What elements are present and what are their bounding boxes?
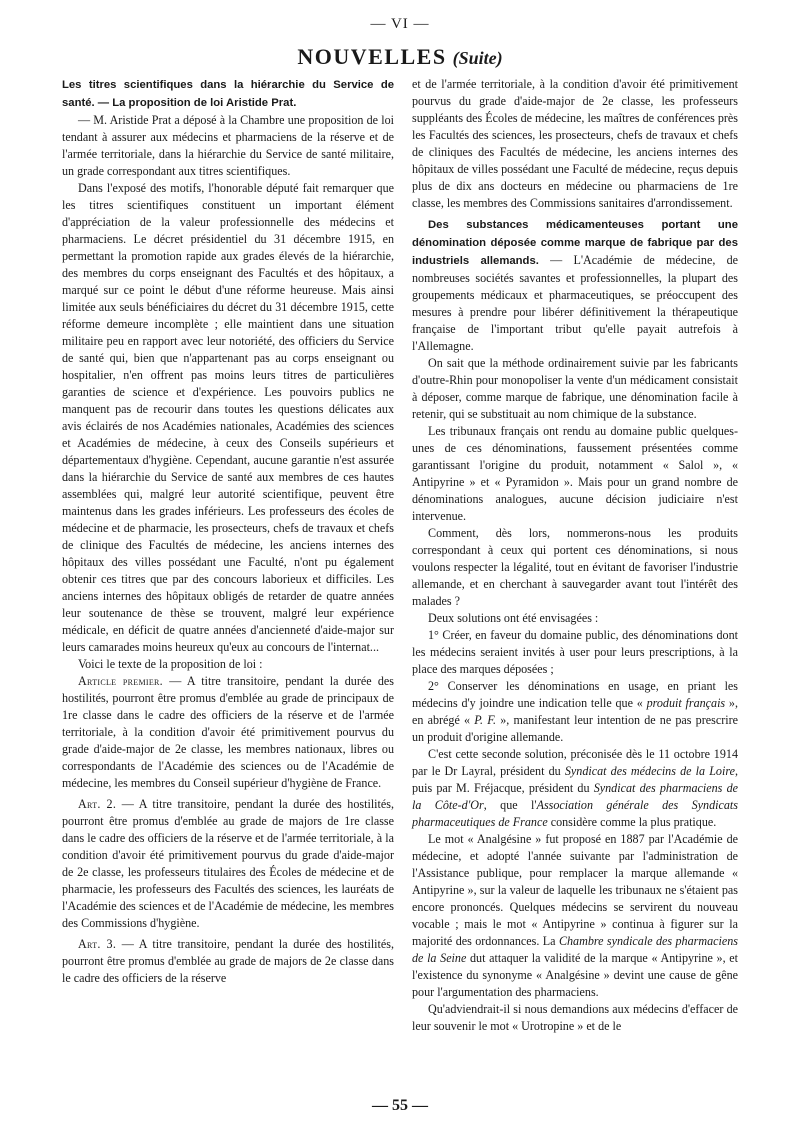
left-column [62,76,394,987]
italic-run: Chambre syndicale des pharmaciens de la Seine [412,934,738,965]
section-title-suite: (Suite) [452,48,503,68]
heading-text: Des substances médicamenteuses portant une dénomination déposée comme marque de fabrique par des industriels allemands. [412,219,738,267]
paragraph: Les tribunaux français ont rendu au domaine public quelques-unes de ces dénominations, faussement présentées comme garantissant l'origine du produit, notamment « Salol », « Antipyrine » et « Pyramidon ». Mais pour un grand nombre de dénominations analogues, aucune décision judiciaire n'est intervenue. [412,424,738,523]
text-run: », manifestant leur intention de ne pas prescrire un produit d'origine allemande. [412,713,738,744]
paragraph: — M. Aristide Prat a déposé à la Chambre une proposition de loi tendant à assurer aux médecins et pharmaciens de la réserve et de l'armée territoriale, dans la hiérarchie du Service de santé militaire, un grade correspondant aux titres scientifiques. [62,113,394,178]
text-run: considère comme la plus pratique. [547,815,717,829]
section-title-text: NOUVELLES [297,44,447,69]
italic-run: P. F. [474,713,497,727]
paragraph: Deux solutions ont été envisagées : [428,611,599,625]
paragraph: Dans l'exposé des motifs, l'honorable député fait remarquer que les titres scientifiques constituent un important élément d'appréciation de la valeur professionnelle des médecins et pharmaciens. Le décret présidentiel du 31 décembre 1915, en permettant la promotion rapide aux grades élevés de la hiérarchie, des membres du corps enseignant des Facultés et des hôpitaux, a marqué sur ce point le début d'une réforme heureuse. Mais ainsi limitée aux seuls bénéficiaires du décret du 31 décembre 1915, cette réforme demeure incomplète ; elle maintient dans une situation militaire peu en rapport avec leur notoriété, des officiers du Service de santé qui, bien que n'appartenant pas au corps enseignant ou hospitalier, n'en offrent pas moins leurs titres de particulières garanties de science et d'expérience. Les pouvoirs publics ne manquent pas de recourir dans toutes les questions délicates aux avis éclairés de nos Académies nationales, Académies des sciences et Académies de médecine, à ceux des Conseils supérieurs et départementaux d'hygiène. Cependant, aucune garantie n'est assurée dans la hiérarchie du Service de santé aux membres de ces hautes assemblées qui, malgré leur autorité scientifique, peuvent être maintenus dans les grades inférieurs. Les professeurs des écoles de médecine et de pharmacie, les prosecteurs, chefs de travaux et chefs de clinique des Facultés de médecine, les anciens internes des hôpitaux des villes possédant une Faculté, n'ont pu également obtenir ces titres que par des concours laborieux et difficiles. Les anciens internes des hôpitaux obligés de retarder de quatre années leur soutenance de thèse se trouvent, malgré leur expérience médicale, en déficit de quatre années d'ancienneté d'aide-major sur leurs camarades moins heureux qu'eux au concours de l'internat... [62,181,394,654]
text-run: Le mot « Analgésine » fut proposé en 1887 par l'Académie de médecine, et adopté l'année suivante par l'administration de l'Assistance publique, pour remplacer la marque allemande « Antipyrine », sur la valeur de laquelle les tribunaux ne s'étaient pas encore prononcés. Quelques médecins se servirent du nouveau vocable ; mais le mot « Antipyrine » continua à figurer sur la majorité des ordonnances. La [412,832,738,948]
article-3 [62,936,394,987]
italic-run: produit français [646,696,726,710]
paragraph: 1° Créer, en faveur du domaine public, des dénominations dont les médecins seraient invités à user pour leurs prescriptions, à la place des marques déposées ; [412,628,738,676]
italic-run: Syndicat des pharmaciens de la Côte-d'Or [412,781,738,812]
text-run: dut attaquer la validité de la marque « Antipyrine », et l'existence du synonyme « Analgésine » devint une cause de gêne pour l'argumentation des pharmaciens. [412,951,738,999]
article-heading-titres [62,76,394,112]
paragraph-continued: et de l'armée territoriale, à la condition d'avoir été primitivement pourvus du grade d'aide-major de 2e classe, les professeurs suppléants des Écoles de médecine, les maîtres de conférences près les Facultés des sciences, les prosecteurs, chefs de travaux et chefs de cliniques des Facultés de médecine, les anciens internes des hôpitaux de villes possédant une Faculté de médecine, reçus depuis plus de dix ans docteurs en médecine ou pharmaciens de 1re classe, les membres des Commissions sanitaires d'arrondissement. [412,77,738,210]
article-heading-substances [412,216,738,355]
heading-followup: — L'Académie de médecine, de nombreuses sociétés savantes et professionnelles, la plupart des groupements médicaux et pharmaceutiques, se préoccupent des mesures à prendre pour libérer définitivement la thérapeutique française de l'important tribut qu'elle payait autrefois à l'Allemagne. [412,253,739,353]
paragraph [412,831,738,1001]
article-text: — A titre transitoire, pendant la durée des hostilités, pourront être promus d'emblée au grade de majors de 1re classe dans le cadre des officiers de la réserve et de l'armée territoriale, à la condition d'avoir été primitivement pourvus du grade d'aide-major de 2e classe, les professeurs titulaires des Écoles de médecine et de pharmacie, les professeurs des Facultés des sciences, les lauréats de l'Académie des sciences et de l'Académie de médecine, les membres des Commissions d'hygiène. [62,797,394,930]
paragraph [412,746,738,831]
article-label: Art. 3. [78,937,117,951]
italic-run: Syndicat des médecins de la Loire [564,764,735,778]
text-run: , puis par M. Fréjacque, président du [412,764,738,795]
text-run: , que l' [483,798,537,812]
text-run: C'est cette seconde solution, préconisée dès le 11 octobre 1914 par le Dr Layral, président du [412,747,738,778]
right-column [412,76,738,1035]
article-1 [62,673,394,792]
text-run: », en abrégé « [412,696,739,727]
article-label: Article premier. [78,674,163,688]
paragraph: Comment, dès lors, nommerons-nous les produits correspondant à ceux qui portent ces dénominations, si nous voulons respecter la légalité, tout en évitant de favoriser l'industrie allemande, et en cherchant à sauvegarder avant tout l'intérêt des malades ? [412,526,738,608]
article-2 [62,796,394,932]
paragraph [412,678,738,746]
article-label: Art. 2. [78,797,117,811]
paragraph: On sait que la méthode ordinairement suivie par les fabricants d'outre-Rhin pour monopoliser la vente d'un médicament consistait à déposer, comme marque de fabrique, une dénomination facile à retenir, qui se substituait au nom chimique de la substance. [412,356,738,421]
article-text: — A titre transitoire, pendant la durée des hostilités, pourront être promus d'emblée au grade de principaux de 1re classe dans le cadre des officiers de la réserve et de l'armée territoriale, à la condition d'avoir été primitivement pourvus du grade d'aide-major de 2e classe, les membres nationaux, libres ou correspondants de l'Académie des sciences ou de l'Académie de médecine, les membres du Conseil supérieur d'hygiène de France. [62,674,394,790]
roman-page-number: — VI — [370,16,430,32]
page-number: — 55 — [372,1097,428,1114]
text-run: 2° Conserver les dénominations en usage, en priant les médecins d'y joindre une indication telle que « [412,679,738,710]
paragraph: Voici le texte de la proposition de loi : [78,657,263,671]
article-text: — A titre transitoire, pendant la durée des hostilités, pourront être promus d'emblée au grade de majors de 2e classe dans le cadre des officiers de la réserve [62,937,394,985]
italic-run: Association générale des Syndicats pharmaceutiques de France [412,798,738,829]
section-title [0,44,800,70]
heading-text: Les titres scientifiques dans la hiérarchie du Service de santé. — La proposition de loi Aristide Prat. [62,79,394,109]
paragraph: Qu'adviendrait-il si nous demandions aux médecins d'effacer de leur souvenir le mot « Urotropine » et de le [412,1002,738,1033]
